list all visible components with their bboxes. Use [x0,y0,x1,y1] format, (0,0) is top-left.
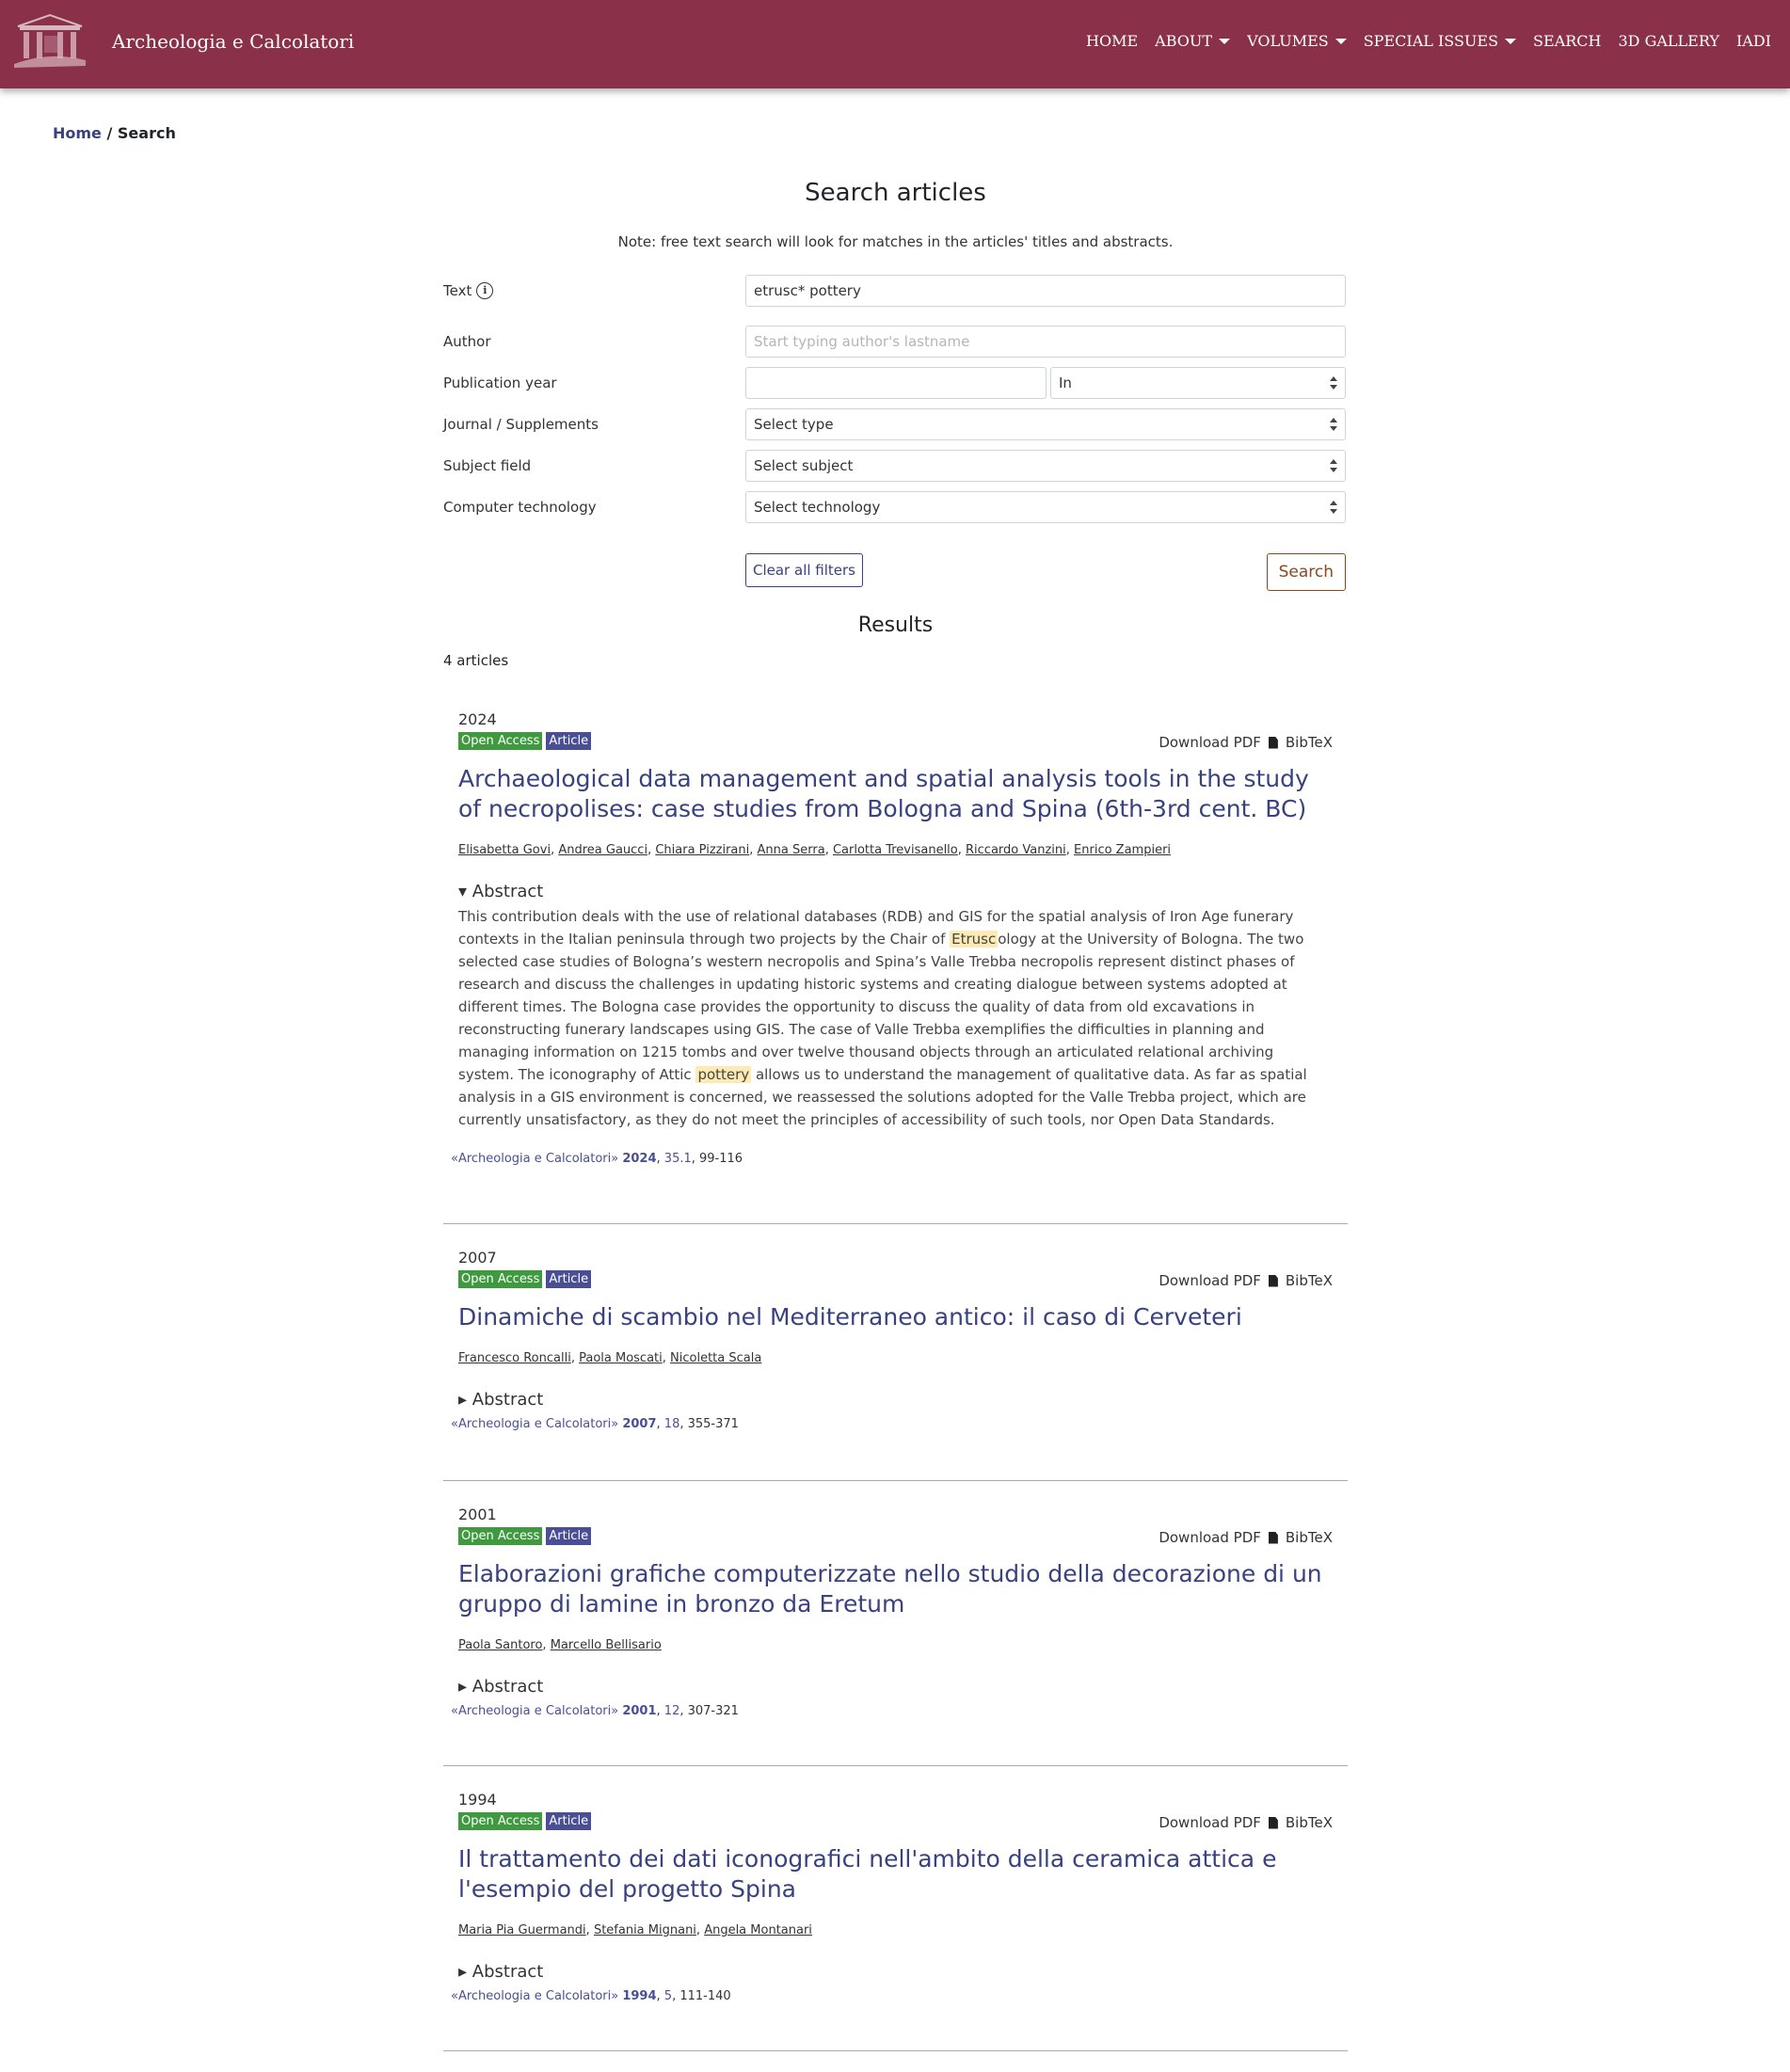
nav-about-label: ABOUT [1155,32,1213,50]
citation-year: 2024 [622,1152,657,1166]
subject-label: Subject field [443,457,532,474]
download-pdf-link[interactable]: Download PDF [1159,1529,1261,1546]
abstract-toggle-label: Abstract [471,1390,544,1410]
text-row [443,275,1348,309]
article-actions [1159,1529,1333,1546]
pdf-file-icon [1269,1817,1278,1829]
citation-pages: 307-321 [687,1704,739,1718]
technology-row [443,491,1348,525]
subject-select[interactable]: Select subject [745,450,1346,482]
author-input[interactable]: Start typing author's lastname [745,326,1346,358]
citation-year: 2007 [622,1417,657,1431]
citation-journal[interactable]: «Archeologia e Calcolatori» [451,1417,619,1431]
article-citation: «Archeologia e Calcolatori» 2001, 12, 307-321 [451,1704,739,1718]
author-label: Author [443,333,491,350]
article-item [443,1506,1348,1766]
citation-volume[interactable]: 35.1 [663,1152,692,1166]
article-item [443,710,1348,1224]
triangle-down-icon: ▾ [458,882,472,901]
citation-pages: 99-116 [699,1152,743,1166]
site-header [0,0,1790,88]
abstract-toggle-label: Abstract [471,1677,544,1697]
abstract-toggle[interactable] [458,1962,1333,1982]
pdf-file-icon [1269,1532,1278,1544]
citation-year: 2001 [622,1704,657,1718]
abstract-part: ology at the University of Bologna. The two selected case studies of Bologna’s western necropolis and Spina’s Valle Trebba necropolis represent distinct phases of research and discuss the challenges in updating historic systems and creating dialogue between systems adopted at different times. The Bologna case provides the opportunity to discuss the quality of data from old excavations in reconstructing funerary landscapes using GIS. The case of Valle Trebba exemplifies the difficulties in planning and managing information on 1215 tombs and over twelve thousand objects through an articulated relational archiving system. The iconography of Attic [458,931,1304,1083]
article-actions [1159,1814,1333,1831]
breadcrumb-separator: / [101,124,118,142]
pdf-file-icon [1269,737,1278,749]
breadcrumb-current: Search [117,124,176,142]
citation-volume[interactable]: 5 [663,1989,673,2003]
article-authors: Maria Pia Guermandi, Stefania Mignani, Angela Montanari [458,1923,812,1937]
open-access-badge: Open Access [458,1527,542,1545]
citation-pages: 111-140 [679,1989,731,2003]
article-year: 2007 [458,1249,497,1267]
author-link[interactable]: Angela Montanari [704,1923,812,1937]
article-year: 2024 [458,710,497,728]
year-row [443,367,1348,401]
article-title[interactable]: Il trattamento dei dati iconografici nell'ambito della ceramica attica e l'esempio del progetto Spina [458,1845,1277,1903]
article-actions [1159,734,1333,751]
download-pdf-link[interactable]: Download PDF [1159,1272,1261,1289]
citation-year: 1994 [622,1989,657,2003]
abstract-toggle[interactable] [458,882,1333,901]
nav-home[interactable]: HOME [1086,32,1139,50]
bibtex-link[interactable]: BibTeX [1285,734,1333,751]
page-title: Search articles [805,179,986,207]
triangle-right-icon: ▸ [458,1677,472,1697]
abstract-toggle[interactable] [458,1390,1333,1410]
author-link[interactable]: Francesco Roncalli [458,1351,571,1365]
open-access-badge: Open Access [458,1812,542,1830]
author-link[interactable]: Enrico Zampieri [1074,843,1172,857]
journal-select[interactable]: Select type [745,408,1346,440]
abstract-toggle[interactable] [458,1677,1333,1697]
info-icon[interactable]: i [476,282,493,299]
article-item [443,1791,1348,2051]
article-type-badge: Article [546,1812,591,1830]
clear-filters-button[interactable]: Clear all filters [745,553,863,587]
search-highlight: Etrusc [951,931,997,948]
nav-volumes[interactable] [1247,32,1347,50]
technology-label: Computer technology [443,499,597,516]
nav-3d-gallery[interactable]: 3D GALLERY [1618,32,1719,50]
author-link[interactable]: Anna Serra [757,843,825,857]
article-citation: «Archeologia e Calcolatori» 2024, 35.1, 99-116 [451,1152,743,1166]
article-title[interactable]: Archaeological data management and spatial analysis tools in the study of necropolises: case studies from Bologna and Spina (6th-3rd cent. BC) [458,765,1309,822]
abstract-part: This contribution deals with the use of relational databases (RDB) and GIS for the spatial analysis of Iron Age funerary contexts in the Italian peninsula through two projects by the Chair of [458,908,1294,948]
author-link[interactable]: Paola Moscati [579,1351,663,1365]
open-access-badge: Open Access [458,1270,542,1288]
subject-row [443,450,1348,484]
bibtex-link[interactable]: BibTeX [1285,1529,1333,1546]
text-input[interactable]: etrusc* pottery [745,275,1346,307]
site-title[interactable]: Archeologia e Calcolatori [112,30,355,53]
abstract-toggle-label: Abstract [471,1962,544,1982]
author-link[interactable]: Chiara Pizzirani [655,843,750,857]
article-item [443,1249,1348,1481]
text-label-text: Text [443,282,472,299]
article-title[interactable]: Elaborazioni grafiche computerizzate nello studio della decorazione di un gruppo di lamine in bronzo da Eretum [458,1560,1322,1618]
breadcrumb-home[interactable]: Home [53,124,102,142]
main-content [443,179,1348,2051]
author-link[interactable]: Andrea Gaucci [558,843,648,857]
author-link[interactable]: Marcello Bellisario [550,1638,662,1652]
text-label [443,282,493,299]
article-year: 1994 [458,1791,497,1809]
year-mode-select[interactable]: In [1050,367,1346,399]
citation-journal[interactable]: «Archeologia e Calcolatori» [451,1704,619,1718]
search-form [443,275,1348,585]
article-actions [1159,1272,1333,1289]
open-access-badge: Open Access [458,732,542,750]
triangle-right-icon: ▸ [458,1390,472,1410]
abstract-toggle-label: Abstract [471,882,544,901]
citation-journal[interactable]: «Archeologia e Calcolatori» [451,1152,619,1166]
author-link[interactable]: Elisabetta Govi [458,843,551,857]
search-button[interactable]: Search [1267,553,1346,591]
article-citation: «Archeologia e Calcolatori» 2007, 18, 355-371 [451,1417,739,1431]
journal-row [443,408,1348,442]
year-input[interactable] [745,367,1047,399]
pdf-file-icon [1269,1275,1278,1287]
article-type-badge: Article [546,1270,591,1288]
article-type-badge: Article [546,1527,591,1545]
citation-volume[interactable]: 18 [663,1417,680,1431]
search-note: Note: free text search will look for matches in the articles' titles and abstracts. [617,233,1174,250]
author-link[interactable]: Stefania Mignani [593,1923,696,1937]
nav-special-issues-label: SPECIAL ISSUES [1363,32,1499,50]
caret-down-icon [1335,39,1347,44]
site-logo[interactable] [12,13,88,72]
citation-journal[interactable]: «Archeologia e Calcolatori» [451,1989,619,2003]
bibtex-link[interactable]: BibTeX [1285,1272,1333,1289]
caret-down-icon [1219,39,1230,44]
results-heading: Results [857,614,934,637]
triangle-right-icon: ▸ [458,1962,472,1982]
nav-search[interactable]: SEARCH [1533,32,1602,50]
abstract-part: allows us to understand the management of qualitative data. As far as spatial analysis in a GIS environment is concerned, we reassessed the solutions adopted for the Valle Trebba project, which are currently unsatisfactory, as they do not meet the principles of accessibility of such tools, nor Open Data Standards. [458,1066,1307,1128]
nav-about[interactable] [1155,32,1230,50]
journal-label: Journal / Supplements [443,416,599,433]
abstract-text [458,905,1333,1131]
article-citation: «Archeologia e Calcolatori» 1994, 5, 111-140 [451,1989,731,2003]
bibtex-link[interactable]: BibTeX [1285,1814,1333,1831]
article-authors: Paola Santoro, Marcello Bellisario [458,1638,662,1652]
author-link[interactable]: Maria Pia Guermandi [458,1923,586,1937]
article-type-badge: Article [546,732,591,750]
download-pdf-link[interactable]: Download PDF [1159,734,1261,751]
article-authors: Francesco Roncalli, Paola Moscati, Nicoletta Scala [458,1351,762,1365]
nav-special-issues[interactable] [1364,32,1516,50]
main-nav [1069,32,1771,50]
year-label: Publication year [443,375,557,391]
author-link[interactable]: Carlotta Trevisanello [832,843,958,857]
results-count: 4 articles [443,652,509,669]
nav-iadi[interactable]: IADI [1735,32,1771,50]
breadcrumb [53,124,176,142]
author-link[interactable]: Paola Santoro [458,1638,543,1652]
article-title[interactable]: Dinamiche di scambio nel Mediterraneo antico: il caso di Cerveteri [458,1303,1242,1331]
article-year: 2001 [458,1506,497,1523]
author-row [443,326,1348,359]
article-authors: Elisabetta Govi, Andrea Gaucci, Chiara Pizzirani, Anna Serra, Carlotta Trevisanello, Riccardo Vanzini, Enrico Zampieri [458,843,1172,857]
nav-volumes-label: VOLUMES [1247,32,1329,50]
author-link[interactable]: Riccardo Vanzini [966,843,1066,857]
citation-pages: 355-371 [687,1417,739,1431]
technology-select[interactable]: Select technology [745,491,1346,523]
author-link[interactable]: Nicoletta Scala [670,1351,762,1365]
caret-down-icon [1505,39,1516,44]
download-pdf-link[interactable]: Download PDF [1159,1814,1261,1831]
citation-volume[interactable]: 12 [663,1704,680,1718]
search-highlight: pottery [697,1066,750,1083]
